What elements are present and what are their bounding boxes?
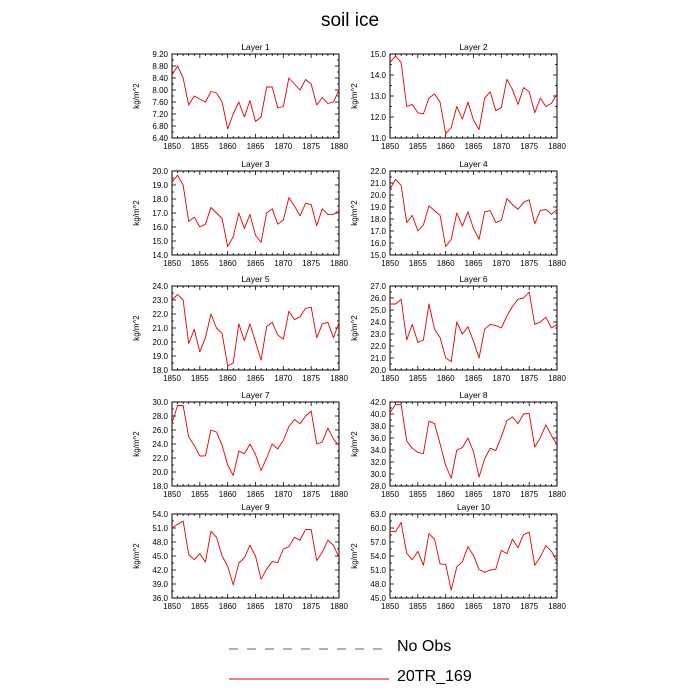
y-tick-label: 22.0: [152, 454, 168, 463]
y-tick-label: 48.0: [152, 538, 168, 547]
x-tick-label: 1855: [408, 142, 427, 151]
x-tick-label: 1880: [330, 259, 348, 268]
y-axis-label: kg/m^2: [132, 200, 141, 226]
y-tick-label: 27.0: [370, 282, 386, 291]
chart-panel-layer-2: [350, 42, 566, 151]
y-tick-label: 23.0: [152, 296, 168, 305]
legend-label-no-obs: No Obs: [397, 638, 452, 655]
x-tick-label: 1855: [190, 490, 209, 499]
x-tick-label: 1865: [464, 142, 483, 151]
x-tick-label: 1865: [246, 602, 265, 611]
x-tick-label: 1875: [302, 374, 321, 383]
y-tick-label: 34.0: [370, 446, 386, 455]
panel-title: Layer 5: [241, 274, 270, 284]
series-line-20tr-169: [172, 294, 339, 365]
x-tick-label: 1850: [163, 374, 181, 383]
y-axis-label: kg/m^2: [350, 315, 359, 341]
x-tick-label: 1860: [218, 490, 237, 499]
x-tick-label: 1860: [436, 259, 455, 268]
series-line-20tr-169: [172, 406, 339, 476]
panel-title: Layer 6: [459, 274, 488, 284]
y-axis-label: kg/m^2: [350, 431, 359, 457]
y-tick-label: 18.0: [152, 195, 168, 204]
y-tick-label: 12.0: [370, 113, 386, 122]
x-tick-label: 1865: [464, 490, 483, 499]
x-tick-label: 1875: [520, 602, 539, 611]
series-line-20tr-169: [390, 56, 557, 134]
y-tick-label: 24.0: [370, 318, 386, 327]
panel-title: Layer 2: [459, 42, 488, 52]
y-tick-label: 8.00: [152, 86, 168, 95]
chart-panel-layer-4: [350, 159, 566, 268]
y-tick-label: 54.0: [152, 510, 168, 519]
y-tick-label: 22.0: [370, 342, 386, 351]
y-tick-label: 36.0: [152, 594, 168, 603]
x-tick-label: 1860: [218, 259, 237, 268]
y-axis-label: kg/m^2: [132, 431, 141, 457]
chart-panel-layer-5: [132, 274, 348, 383]
x-tick-label: 1880: [548, 259, 566, 268]
y-tick-label: 18.0: [370, 215, 386, 224]
y-axis-label: kg/m^2: [350, 83, 359, 109]
x-tick-label: 1860: [436, 374, 455, 383]
y-tick-label: 23.0: [370, 330, 386, 339]
x-tick-label: 1850: [163, 490, 181, 499]
x-tick-label: 1850: [163, 142, 181, 151]
y-tick-label: 7.60: [152, 98, 168, 107]
x-tick-label: 1870: [274, 259, 293, 268]
plot-frame: [390, 54, 557, 138]
x-tick-label: 1855: [408, 374, 427, 383]
y-tick-label: 22.0: [370, 167, 386, 176]
x-tick-label: 1870: [492, 259, 511, 268]
x-tick-label: 1875: [520, 490, 539, 499]
x-tick-label: 1850: [163, 259, 181, 268]
series-line-20tr-169: [390, 292, 557, 362]
x-tick-label: 1850: [381, 142, 399, 151]
legend-label-20tr-169: 20TR_169: [397, 668, 472, 685]
x-tick-label: 1880: [330, 602, 348, 611]
y-tick-label: 63.0: [370, 510, 386, 519]
x-tick-label: 1850: [381, 374, 399, 383]
y-tick-label: 17.0: [152, 209, 168, 218]
x-tick-label: 1860: [218, 142, 237, 151]
y-tick-label: 48.0: [370, 580, 386, 589]
x-tick-label: 1875: [302, 490, 321, 499]
y-tick-label: 14.0: [370, 71, 386, 80]
y-tick-label: 16.0: [370, 239, 386, 248]
y-tick-label: 21.0: [370, 179, 386, 188]
panel-title: Layer 3: [241, 159, 270, 169]
x-tick-label: 1865: [246, 374, 265, 383]
x-tick-label: 1850: [381, 259, 399, 268]
y-tick-label: 54.0: [370, 552, 386, 561]
y-tick-label: 6.40: [152, 134, 168, 143]
plot-frame: [390, 402, 557, 486]
y-tick-label: 7.20: [152, 110, 168, 119]
panel-title: Layer 9: [241, 502, 270, 512]
y-tick-label: 28.0: [152, 412, 168, 421]
y-tick-label: 26.0: [370, 294, 386, 303]
y-tick-label: 20.0: [370, 366, 386, 375]
y-tick-label: 51.0: [370, 566, 386, 575]
y-tick-label: 18.0: [152, 482, 168, 491]
plot-frame: [390, 286, 557, 370]
x-tick-label: 1870: [492, 490, 511, 499]
series-line-20tr-169: [390, 522, 557, 590]
y-tick-label: 9.20: [152, 50, 168, 59]
x-tick-label: 1880: [548, 142, 566, 151]
x-tick-label: 1855: [408, 259, 427, 268]
y-tick-label: 36.0: [370, 434, 386, 443]
y-tick-label: 26.0: [152, 426, 168, 435]
y-axis-label: kg/m^2: [132, 83, 141, 109]
x-tick-label: 1875: [302, 602, 321, 611]
y-tick-label: 24.0: [152, 282, 168, 291]
x-tick-label: 1865: [464, 374, 483, 383]
x-tick-label: 1870: [274, 602, 293, 611]
x-tick-label: 1855: [408, 490, 427, 499]
x-tick-label: 1865: [246, 142, 265, 151]
series-line-20tr-169: [172, 521, 339, 585]
series-line-20tr-169: [172, 175, 339, 246]
y-tick-label: 20.0: [370, 191, 386, 200]
chart-panel-layer-1: [132, 42, 348, 151]
chart-panel-layer-6: [350, 274, 566, 383]
y-tick-label: 8.80: [152, 62, 168, 71]
y-axis-label: kg/m^2: [132, 315, 141, 341]
x-tick-label: 1875: [520, 142, 539, 151]
x-tick-label: 1875: [520, 259, 539, 268]
y-tick-label: 22.0: [152, 310, 168, 319]
x-tick-label: 1850: [381, 490, 399, 499]
x-tick-label: 1880: [548, 602, 566, 611]
x-tick-label: 1870: [274, 374, 293, 383]
y-axis-label: kg/m^2: [350, 543, 359, 569]
y-tick-label: 14.0: [152, 251, 168, 260]
chart-panel-layer-9: [132, 502, 348, 611]
y-tick-label: 42.0: [370, 398, 386, 407]
y-tick-label: 30.0: [152, 398, 168, 407]
y-tick-label: 11.0: [371, 134, 386, 143]
y-tick-label: 15.0: [152, 237, 168, 246]
x-tick-label: 1870: [492, 602, 511, 611]
panel-title: Layer 1: [241, 42, 270, 52]
y-tick-label: 57.0: [370, 538, 386, 547]
y-tick-label: 30.0: [370, 470, 386, 479]
x-tick-label: 1880: [330, 142, 348, 151]
y-tick-label: 18.0: [152, 366, 168, 375]
x-tick-label: 1880: [548, 490, 566, 499]
x-tick-label: 1870: [274, 490, 293, 499]
y-tick-label: 32.0: [370, 458, 386, 467]
x-tick-label: 1860: [436, 142, 455, 151]
x-tick-label: 1880: [330, 374, 348, 383]
x-tick-label: 1865: [464, 602, 483, 611]
x-tick-label: 1865: [246, 490, 265, 499]
x-tick-label: 1880: [548, 374, 566, 383]
x-tick-label: 1855: [190, 602, 209, 611]
y-tick-label: 25.0: [370, 306, 386, 315]
y-tick-label: 20.0: [152, 338, 168, 347]
x-tick-label: 1860: [218, 374, 237, 383]
x-tick-label: 1855: [190, 374, 209, 383]
y-tick-label: 51.0: [152, 524, 168, 533]
x-tick-label: 1860: [218, 602, 237, 611]
y-tick-label: 15.0: [370, 251, 386, 260]
x-tick-label: 1875: [302, 259, 321, 268]
y-tick-label: 20.0: [152, 468, 168, 477]
x-tick-label: 1870: [492, 142, 511, 151]
x-tick-label: 1875: [302, 142, 321, 151]
page-title: soil ice: [320, 10, 380, 31]
chart-panel-layer-10: [350, 502, 566, 611]
y-tick-label: 17.0: [370, 227, 386, 236]
x-tick-label: 1870: [492, 374, 511, 383]
y-tick-label: 19.0: [152, 181, 168, 190]
x-tick-label: 1860: [436, 602, 455, 611]
x-tick-label: 1880: [330, 490, 348, 499]
x-tick-label: 1875: [520, 374, 539, 383]
y-axis-label: kg/m^2: [132, 543, 141, 569]
y-tick-label: 45.0: [152, 552, 168, 561]
chart-panel-layer-3: [132, 159, 348, 268]
y-tick-label: 40.0: [370, 410, 386, 419]
y-axis-label: kg/m^2: [350, 200, 359, 226]
x-tick-label: 1865: [464, 259, 483, 268]
panel-title: Layer 7: [241, 390, 270, 400]
x-tick-label: 1855: [408, 602, 427, 611]
chart-panel-layer-7: [132, 390, 348, 499]
y-tick-label: 6.80: [152, 122, 168, 131]
y-tick-label: 19.0: [370, 203, 386, 212]
plot-frame: [172, 286, 339, 370]
y-tick-label: 20.0: [152, 167, 168, 176]
panel-title: Layer 4: [459, 159, 488, 169]
y-tick-label: 45.0: [370, 594, 386, 603]
x-tick-label: 1860: [436, 490, 455, 499]
y-tick-label: 42.0: [152, 566, 168, 575]
series-line-20tr-169: [172, 66, 339, 129]
x-tick-label: 1855: [190, 142, 209, 151]
chart-panel-layer-8: [350, 390, 566, 499]
x-tick-label: 1850: [163, 602, 181, 611]
y-tick-label: 21.0: [370, 354, 386, 363]
panel-title: Layer 8: [459, 390, 488, 400]
y-tick-label: 21.0: [152, 324, 168, 333]
y-tick-label: 8.40: [152, 74, 168, 83]
y-tick-label: 38.0: [370, 422, 386, 431]
y-tick-label: 16.0: [152, 223, 168, 232]
y-tick-label: 39.0: [152, 580, 168, 589]
y-tick-label: 13.0: [370, 92, 386, 101]
x-tick-label: 1870: [274, 142, 293, 151]
y-tick-label: 19.0: [152, 352, 168, 361]
y-tick-label: 24.0: [152, 440, 168, 449]
panel-title: Layer 10: [456, 502, 491, 512]
x-tick-label: 1865: [246, 259, 265, 268]
series-line-20tr-169: [390, 404, 557, 478]
y-tick-label: 60.0: [370, 524, 386, 533]
y-tick-label: 15.0: [370, 50, 386, 59]
y-tick-label: 28.0: [370, 482, 386, 491]
plot-frame: [172, 171, 339, 255]
series-line-20tr-169: [390, 179, 557, 246]
x-tick-label: 1855: [190, 259, 209, 268]
plot-frame: [172, 402, 339, 486]
x-tick-label: 1850: [381, 602, 399, 611]
